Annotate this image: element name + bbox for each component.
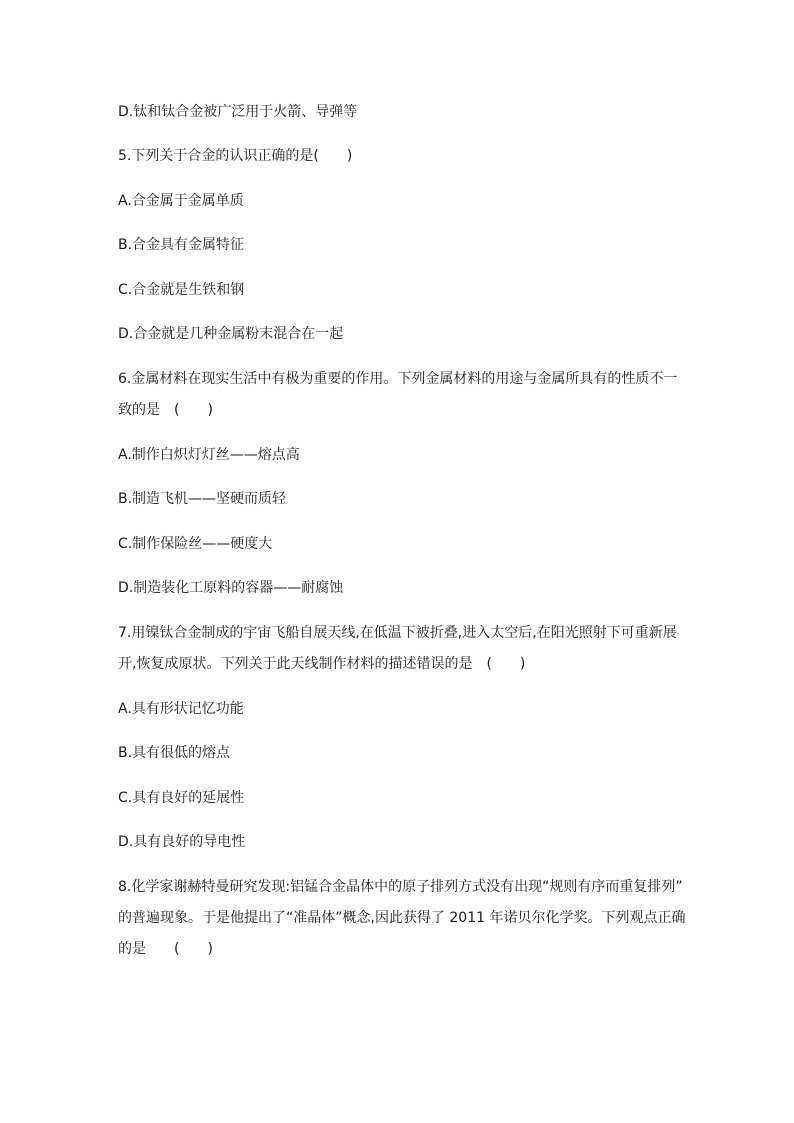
q6-stem-line-1: 6.金属材料在现实生活中有极为重要的作用。下列金属材料的用途与金属所具有的性质不一 [118, 371, 678, 387]
q7-option-b: B.具有很低的熔点 [118, 745, 231, 761]
q5-option-b: B.合金具有金属特征 [118, 237, 245, 253]
q5-option-a: A.合金属于金属单质 [118, 193, 244, 209]
q6-stem-line-2: 致的是 ( ) [118, 402, 213, 418]
q7-option-c: C.具有良好的延展性 [118, 790, 245, 806]
q8-stem-line-3: 的是 ( ) [118, 941, 213, 957]
q6-option-d: D.制造装化工原料的容器——耐腐蚀 [118, 580, 344, 596]
q6-option-b: B.制造飞机——坚硬而质轻 [118, 491, 287, 507]
q5-option-d: D.合金就是几种金属粉末混合在一起 [118, 326, 344, 342]
q8-stem-line-1: 8.化学家谢赫特曼研究发现:铝锰合金晶体中的原子排列方式没有出现“规则有序而重复排列” [118, 879, 683, 895]
q5-stem: 5.下列关于合金的认识正确的是( ) [118, 148, 353, 164]
q7-stem-line-1: 7.用镍钛合金制成的宇宙飞船自展天线,在低温下被折叠,进入太空后,在阳光照射下可重新展 [118, 625, 677, 641]
q8-stem-line-2: 的普遍现象。于是他提出了“准晶体”概念,因此获得了 2011 年诺贝尔化学奖。下列观点正确 [118, 910, 686, 926]
q7-option-a: A.具有形状记忆功能 [118, 701, 244, 717]
q6-option-a: A.制作白炽灯灯丝——熔点高 [118, 447, 300, 463]
q7-stem-line-2: 开,恢复成原状。下列关于此天线制作材料的描述错误的是 ( ) [118, 656, 526, 672]
q4-option-d: D.钛和钛合金被广泛用于火箭、导弹等 [118, 104, 358, 120]
q5-option-c: C.合金就是生铁和钢 [118, 282, 245, 298]
q7-option-d: D.具有良好的导电性 [118, 834, 246, 850]
q6-option-c: C.制作保险丝——硬度大 [118, 536, 273, 552]
